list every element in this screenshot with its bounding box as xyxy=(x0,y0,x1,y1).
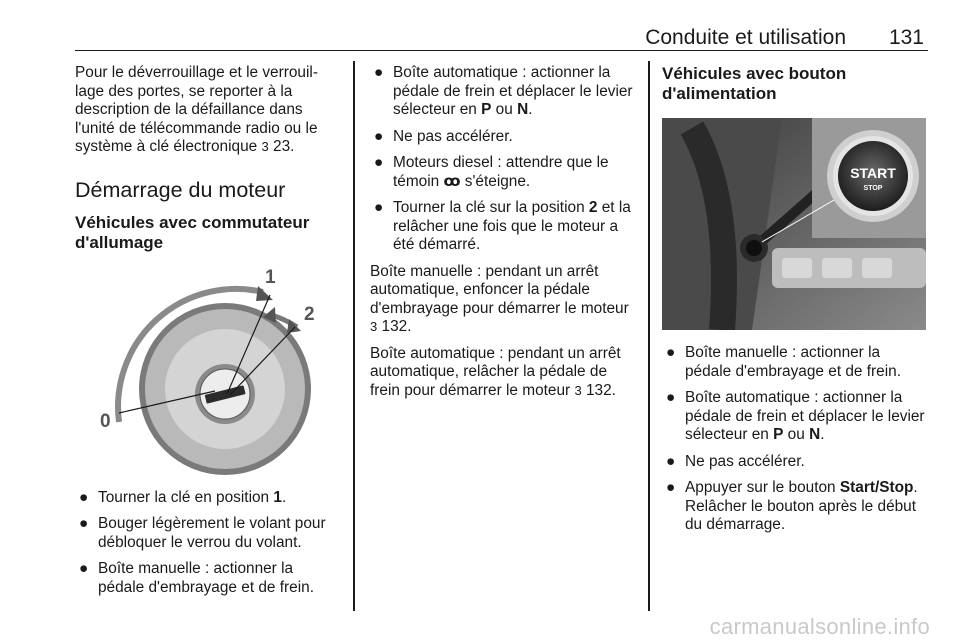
start-steps-list xyxy=(370,64,636,255)
bullet-icon: ● xyxy=(79,515,89,532)
intro-ref: 23. xyxy=(273,138,295,155)
list-item: ● Boîte automatique : actionner la pédale de frein et déplacer le levier sélecteur en P ou N. xyxy=(666,389,925,443)
list-item: ● Appuyer sur le bouton Start/Stop. Relâcher le bouton après le début du démarrage. xyxy=(666,479,918,533)
bullet-icon: ● xyxy=(374,154,384,171)
bullet-icon: ● xyxy=(666,452,676,470)
bullet-icon: ● xyxy=(79,488,89,506)
column-1 xyxy=(75,64,343,605)
bullet-icon: ● xyxy=(374,64,384,81)
preheating-glow-icon: ꝏ xyxy=(443,172,461,190)
bullet-icon: ● xyxy=(666,479,676,496)
stop-start-automatic-paragraph: Boîte automatique : pendant un arrêt automatique, relâcher la pédale de frein pour démarrer le moteur 3 132. xyxy=(370,344,621,399)
ignition-steps-list xyxy=(75,489,343,598)
list-item: ● Moteurs diesel : attendre que le témoin ꝏ s'éteigne. xyxy=(374,154,609,190)
bullet-icon: ● xyxy=(374,199,384,216)
page-header xyxy=(75,0,928,51)
intro-paragraph: Pour le déverrouillage et le verrouil-lage des portes, se reporter à la description de la défaillance dans l'unité de télécommande radio ou le système à clé électronique 3 23. xyxy=(75,64,318,155)
page-number: 131 xyxy=(888,26,924,49)
list-item: ● Bouger légèrement le volant pour débloquer le verrou du volant. xyxy=(79,515,326,551)
page-ref-icon: 3 xyxy=(574,382,582,398)
bullet-icon: ● xyxy=(666,344,676,361)
section-heading: Démarrage du moteur xyxy=(75,177,286,202)
start-stop-button-photo xyxy=(662,118,926,330)
position-label-0: 0 xyxy=(100,410,111,432)
list-item: ● Tourner la clé en position 1. xyxy=(79,488,287,506)
ignition-switch-illustration xyxy=(75,267,339,475)
page-ref-icon: 3 xyxy=(261,139,269,154)
column-2 xyxy=(370,64,636,408)
column-divider-1 xyxy=(353,61,355,611)
bullet-icon: ● xyxy=(374,127,384,145)
list-item: ● Ne pas accélérer. xyxy=(666,452,805,470)
page-ref-icon: 3 xyxy=(370,319,378,334)
list-item: ● Tourner la clé sur la position 2 et la relâcher une fois que le moteur a été démarré. xyxy=(374,199,631,253)
position-label-1: 1 xyxy=(265,266,276,288)
header-section-title: Conduite et utilisation xyxy=(645,26,846,49)
stop-start-manual-paragraph: Boîte manuelle : pendant un arrêt automatique, enfoncer la pédale d'embrayage pour démarrer le moteur 3 132. xyxy=(370,262,629,335)
power-button-steps-list xyxy=(662,344,928,535)
start-label: START xyxy=(850,165,896,181)
list-item: ● Ne pas accélérer. xyxy=(374,127,513,145)
list-item: ● Boîte automatique : actionner la pédale de frein et déplacer le levier sélecteur en P ou N. xyxy=(374,64,633,118)
bullet-icon: ● xyxy=(79,560,89,577)
subheading-ignition: Véhicules avec commutateur d'allumage xyxy=(75,212,310,252)
stop-label: STOP xyxy=(863,185,883,192)
position-label-2: 2 xyxy=(304,303,315,325)
list-item: ● Boîte manuelle : actionner la pédale d'embrayage et de frein. xyxy=(666,344,901,380)
watermark: carmanualsonline.info xyxy=(709,614,930,639)
column-3 xyxy=(662,64,928,543)
bullet-icon: ● xyxy=(666,389,676,406)
column-divider-2 xyxy=(648,61,650,611)
list-item: ● Boîte manuelle : actionner la pédale d'embrayage et de frein. xyxy=(79,560,314,596)
subheading-power-button: Véhicules avec bouton d'alimentation xyxy=(662,64,847,103)
